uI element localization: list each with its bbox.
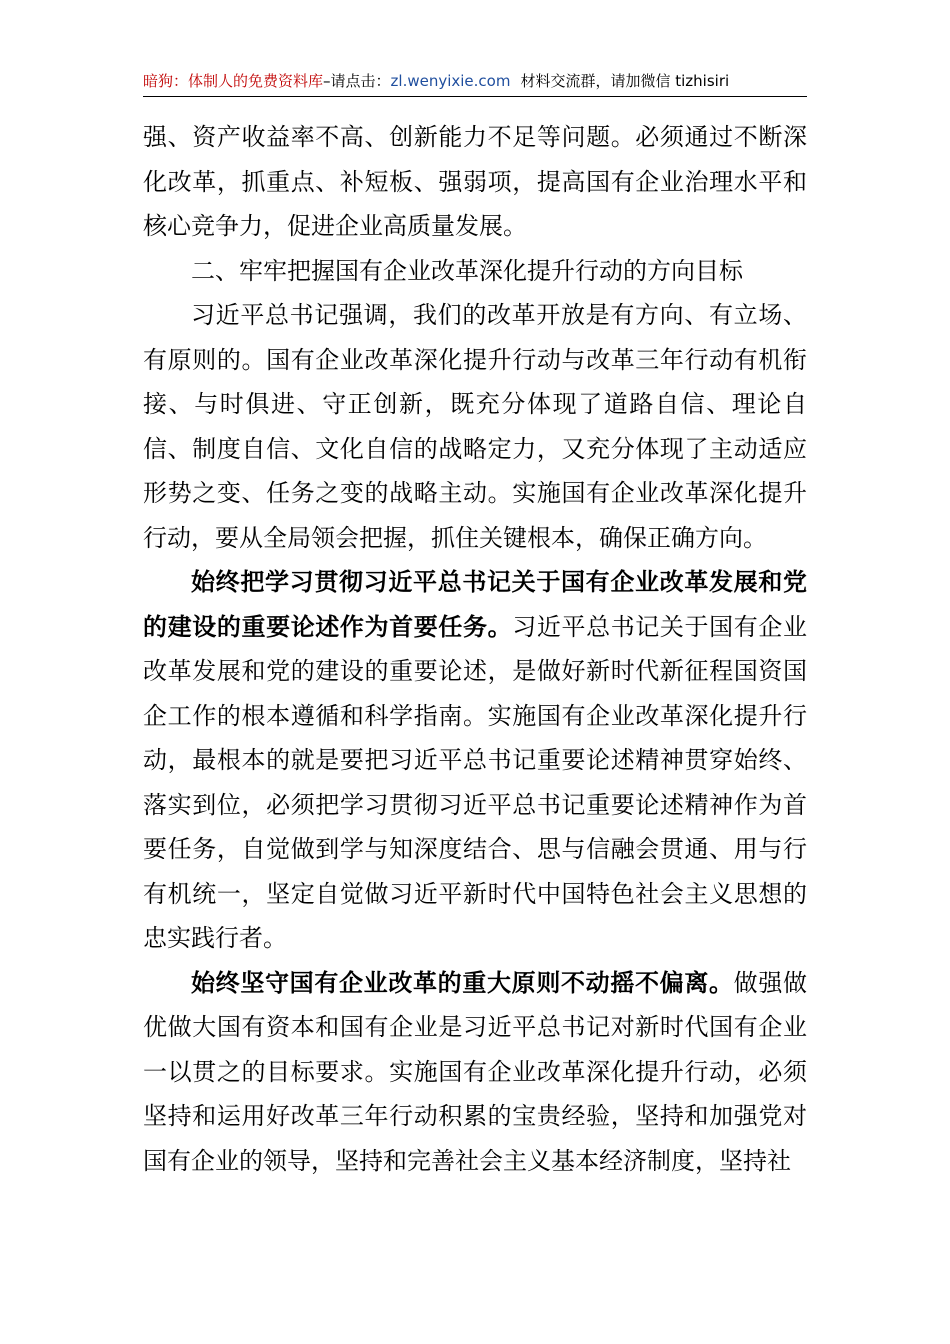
page-header — [143, 68, 807, 97]
header-group-info: 材料交流群，请加微信 tizhisiri — [520, 72, 730, 90]
paragraph-lead: 始终坚守国有企业改革的重大原则不动摇不偏离。 — [191, 968, 734, 997]
header-link[interactable]: zl.wenyixie.com — [390, 72, 511, 90]
document-body — [143, 115, 807, 1183]
paragraph — [143, 560, 807, 961]
paragraph — [143, 961, 807, 1184]
paragraph — [143, 293, 807, 560]
paragraph-text: 习近平总书记关于国有企业改革发展和党的建设的重要论述，是做好新时代新征程国资国企工作的根本遵循和科学指南。实施国有企业改革深化提升行动，最根本的就是要把习近平总书记重要论述精神贯穿始终、落实到位，必须把学习贯彻习近平总书记重要论述精神作为首要任务，自觉做到学与知深度结合、思与信融会贯通、用与行有机统一，坚定自觉做习近平新时代中国特色社会主义思想的忠实践行者。 — [143, 612, 808, 952]
header-brand: 暗狗：体制人的免费资料库 — [143, 72, 324, 90]
paragraph — [143, 115, 807, 249]
paragraph-lead: 始终把学习贯彻习近平总书记关于国有企业改革发展和党的建设的重要论述作为首要任务。 — [143, 568, 807, 641]
section-heading — [143, 249, 807, 294]
paragraph-text: 做强做优做大国有资本和国有企业是习近平总书记对新时代国有企业一以贯之的目标要求。实施国有企业改革深化提升行动，必须坚持和运用好改革三年行动积累的宝贵经验，坚持和加强党对国有企业的领导，坚持和完善社会主义基本经济制度，坚持社 — [143, 968, 808, 1175]
section-heading-text: 二、牢牢把握国有企业改革深化提升行动的方向目标 — [191, 256, 743, 285]
paragraph-text: 习近平总书记强调，我们的改革开放是有方向、有立场、有原则的。国有企业改革深化提升行动与改革三年行动有机衔接、与时俱进、守正创新，既充分体现了道路自信、理论自信、制度自信、文化自信的战略定力，又充分体现了主动适应形势之变、任务之变的战略主动。实施国有企业改革深化提升行动，要从全局领会把握，抓住关键根本，确保正确方向。 — [143, 301, 807, 552]
paragraph-text: 强、资产收益率不高、创新能力不足等问题。必须通过不断深化改革，抓重点、补短板、强弱项，提高国有企业治理水平和核心竞争力，促进企业高质量发展。 — [143, 123, 807, 240]
header-prompt: –请点击： — [323, 72, 391, 90]
